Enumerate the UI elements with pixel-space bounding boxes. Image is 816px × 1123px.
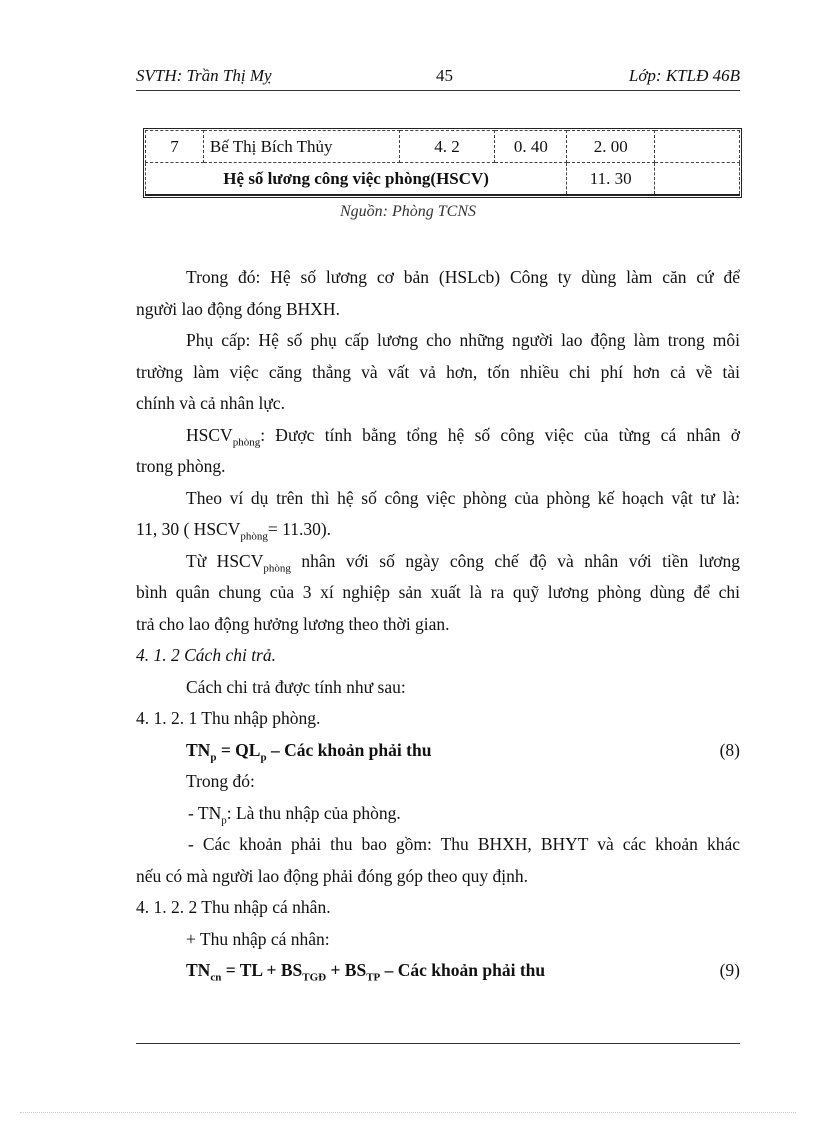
subscript: phòng bbox=[232, 436, 261, 448]
formula-term: TN bbox=[186, 739, 211, 760]
table-total-row bbox=[146, 163, 740, 196]
paragraph-line bbox=[136, 546, 740, 578]
section-heading: 4. 1. 2. 2 Thu nhập cá nhân. bbox=[136, 897, 331, 917]
paragraph-line: chính và cả nhân lực. bbox=[136, 393, 285, 413]
text-run: nhân với số ngày công chế độ và nhân với tiền lương bbox=[290, 550, 740, 571]
subscript: cn bbox=[210, 971, 222, 984]
text-run: - TN bbox=[188, 802, 222, 823]
paragraph-line bbox=[136, 798, 740, 830]
allowance-coefficient: 0. 40 bbox=[495, 131, 567, 163]
equation-number: (9) bbox=[719, 960, 740, 980]
paragraph-line: trả cho lao động hưởng lương theo thời gian. bbox=[136, 613, 450, 634]
subscript: p bbox=[260, 751, 267, 763]
paragraph-line: trong phòng. bbox=[136, 456, 226, 476]
formula-term: – Các khoản phải thu bbox=[380, 960, 546, 980]
class-code: Lớp: KTLĐ 46B bbox=[628, 66, 740, 85]
paragraph-line: Phụ cấp: Hệ số phụ cấp lương cho những người lao động làm trong môi bbox=[186, 330, 740, 350]
paragraph-line: + Thu nhập cá nhân: bbox=[186, 928, 330, 949]
paragraph-line: nếu có mà người lao động phải đóng góp theo quy định. bbox=[136, 865, 529, 886]
body-text bbox=[136, 262, 740, 987]
paragraph-line bbox=[136, 420, 740, 452]
employee-name: Bế Thị Bích Thủy bbox=[203, 131, 399, 163]
empty-cell bbox=[655, 131, 740, 163]
paragraph-line: Trong đó: Hệ số lương cơ bản (HSLcb) Công ty dùng làm căn cứ để bbox=[186, 267, 740, 287]
paragraph-line: Trong đó: bbox=[186, 771, 255, 791]
paragraph-line: trường làm việc căng thẳng và vất vả hơn, tốn nhiều chi phí hơn cả về tài bbox=[136, 361, 740, 382]
term: HSCV bbox=[186, 424, 233, 445]
total-value: 11. 30 bbox=[567, 163, 655, 196]
formula-term: – Các khoản phải thu bbox=[266, 739, 432, 760]
paragraph-line: Theo ví dụ trên thì hệ số công việc phòng của phòng kế hoạch vật tư là: bbox=[186, 487, 740, 508]
total-label: Hệ số lương công việc phòng(HSCV) bbox=[146, 163, 567, 196]
paragraph-line: Cách chi trả được tính như sau: bbox=[186, 676, 406, 697]
equation-number: (8) bbox=[719, 739, 740, 760]
empty-cell bbox=[655, 163, 740, 196]
text-run: : Được tính bằng tổng hệ số công việc của từng cá nhân ở bbox=[260, 424, 740, 445]
paragraph-line bbox=[136, 514, 740, 546]
subscript: p bbox=[210, 751, 217, 763]
table-row bbox=[146, 131, 740, 163]
formula-term: + BS bbox=[326, 960, 367, 980]
paragraph-line: - Các khoản phải thu bao gồm: Thu BHXH, BHYT và các khoản khác bbox=[188, 834, 740, 854]
subscript: TP bbox=[366, 971, 381, 984]
subscript: phòng bbox=[263, 562, 291, 574]
subscript: TGĐ bbox=[302, 971, 327, 984]
section-heading: 4. 1. 2. 1 Thu nhập phòng. bbox=[136, 708, 321, 728]
job-coefficient: 2. 00 bbox=[567, 131, 655, 163]
section-heading: 4. 1. 2 Cách chi trả. bbox=[136, 645, 276, 665]
page-number: 45 bbox=[436, 66, 453, 85]
formula-term: = TL + BS bbox=[221, 960, 303, 980]
text-run: : Là thu nhập của phòng. bbox=[226, 802, 401, 823]
basic-coefficient: 4. 2 bbox=[399, 131, 495, 163]
formula-term: = QL bbox=[216, 739, 261, 760]
footer-rule bbox=[136, 1043, 740, 1044]
paragraph-line: bình quân chung của 3 xí nghiệp sản xuất là ra quỹ lương phòng dùng để chi bbox=[136, 582, 740, 602]
text-run: 11, 30 ( HSCV bbox=[136, 519, 241, 539]
paragraph-line: người lao động đóng BHXH. bbox=[136, 298, 340, 319]
table-source: Nguồn: Phòng TCNS bbox=[339, 203, 476, 220]
page-edge-divider bbox=[20, 1112, 796, 1113]
row-index: 7 bbox=[146, 131, 204, 163]
formula-9 bbox=[136, 955, 740, 987]
coefficient-table bbox=[145, 130, 740, 196]
text-run: Từ HSCV bbox=[186, 550, 264, 571]
text-run: = 11.30). bbox=[267, 519, 332, 539]
subscript: p bbox=[221, 814, 227, 826]
page-header bbox=[136, 66, 740, 91]
student-name: SVTH: Trần Thị Mỵ bbox=[136, 66, 272, 85]
formula-8 bbox=[136, 735, 740, 767]
formula-term: TN bbox=[186, 960, 211, 980]
subscript: phòng bbox=[240, 530, 268, 543]
